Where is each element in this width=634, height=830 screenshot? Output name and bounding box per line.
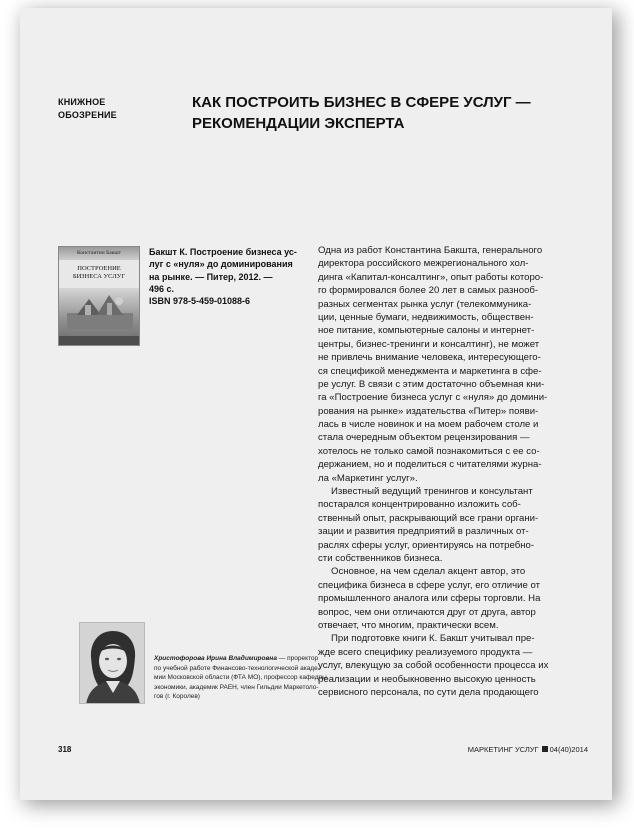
body-line: отвечает, что многим, практически всем.: [318, 619, 499, 631]
author-photo: [79, 622, 145, 704]
body-line: ции, ценные бумаги, недвижимость, обществен-: [318, 311, 534, 323]
section-label-line: КНИЖНОЕ: [58, 97, 106, 107]
author-info-line: мии Московской области (ФТА МО), профессор кафедры: [154, 674, 327, 682]
body-line: ла «Маркетинг услуг».: [318, 472, 418, 484]
body-line: сервисного персонала, по сути дела продающего: [318, 686, 539, 698]
body-line: рования на рынке» издательства «Питер» появи-: [318, 405, 539, 417]
author-role: — проректор: [276, 655, 319, 662]
body-line: директора российского межрегионального хол-: [318, 258, 529, 270]
body-line: вопрос, чем они отличаются друг от друга, автор: [318, 606, 536, 618]
cover-title: [59, 265, 139, 281]
body-line: зации и развития предприятий в различных от-: [318, 526, 529, 538]
cover-author: Константин Бакшт: [77, 250, 121, 256]
author-info-line: [154, 654, 319, 664]
author-portrait: [80, 623, 145, 704]
author-info-line: гов (г. Королев): [154, 693, 200, 701]
article-body: [318, 244, 590, 699]
body-line: Известный ведущий тренингов и консультант: [331, 486, 533, 498]
body-line: Одна из работ Константина Бакшта, генерального: [318, 245, 543, 256]
square-separator-icon: [542, 746, 548, 752]
body-line: ственный опыт, раскрывающий все грани органи-: [318, 512, 539, 524]
body-line: раслях сферы услуг, ориентируясь на потребно-: [318, 539, 535, 551]
cover-illustration: [67, 293, 133, 329]
body-line: промышленного аналога или сферы торговли. На: [318, 593, 541, 605]
book-info-line: 496 с.: [149, 283, 175, 294]
body-line: держанием, но и поделиться с читателями журна-: [318, 459, 542, 471]
body-line: стала очередным объектом рецензирования —: [318, 432, 530, 444]
book-info-line: Бакшт К. Построение бизнеса ус-: [149, 247, 297, 257]
body-line: га «Построение бизнеса услуг с «нуля» до домини-: [318, 392, 548, 404]
journal-issue: 04(40)2014: [549, 745, 588, 754]
body-line: реализации и необыкновенно высокую ценность: [318, 673, 536, 685]
page-number: 318: [58, 745, 72, 754]
body-line: специфика бизнеса в сфере услуг, его отличие от: [318, 579, 540, 591]
body-line: услуг, влекущую за собой особенности процесса их: [318, 660, 549, 672]
body-line: хотелось не только самой познакомиться с ее со-: [318, 445, 540, 457]
author-name: Христофорова Ирина Владимировна: [154, 655, 277, 662]
article-title-line: РЕКОМЕНДАЦИИ ЭКСПЕРТА: [192, 115, 405, 132]
body-line: ре услуг. В связи с этим достаточно объемная кни-: [318, 378, 545, 390]
body-line: Основное, на чем сделал акцент автор, это: [331, 566, 526, 578]
author-info-line: экономики, академик РАЕН, член Гильдии Маркетоло-: [154, 683, 319, 691]
cover-bottom-band: [59, 336, 139, 345]
author-info-line: по учебной работе Финансово-технологической акаде-: [154, 664, 320, 672]
article-title: [192, 92, 582, 134]
journal-footer: [468, 745, 588, 754]
cover-title-line: БИЗНЕСА УСЛУГ: [72, 273, 126, 280]
body-line: постарался концентрированно изложить соб-: [318, 499, 521, 511]
body-line: не привлечь внимание человека, интересующего-: [318, 352, 541, 364]
body-line: разных сегментах рынка услуг (телекоммуника-: [318, 298, 532, 310]
body-line: ся спецификой менеджмента и маркетинга в сфе-: [318, 365, 542, 377]
body-line: жде всего специфику реализуемого продукта —: [318, 646, 533, 658]
body-line: При подготовке книги К. Бакшт учитывал пре-: [331, 633, 535, 645]
body-line: го формировался более 20 лет в самых разнооб-: [318, 285, 539, 297]
book-cover-image: [58, 246, 140, 346]
article-title-line: КАК ПОСТРОИТЬ БИЗНЕС В СФЕРЕ УСЛУГ —: [192, 94, 531, 111]
book-info-line: ISBN 978-5-459-01088-6: [149, 296, 251, 307]
book-info: [149, 246, 309, 307]
journal-name: МАРКЕТИНГ УСЛУГ: [467, 745, 539, 754]
body-line: сти собственников бизнеса.: [318, 552, 443, 564]
body-line: динга «Капитал-консалтинг», опыт работы которо-: [318, 271, 544, 283]
section-label: [58, 96, 168, 122]
cover-title-line: ПОСТРОЕНИЕ: [77, 265, 121, 272]
book-info-line: на рынке. — Питер, 2012. —: [149, 271, 273, 282]
book-info-line: луг с «нуля» до доминирования: [149, 259, 293, 270]
author-info: [154, 654, 327, 702]
body-line: ное питание, компьютерные салоны и интернет-: [318, 325, 535, 337]
body-line: центры, бизнес-тренинги и консалтинг), не может: [318, 338, 540, 350]
body-line: лась в числе новинок и на моем рабочем столе и: [318, 419, 539, 431]
section-label-line: ОБОЗРЕНИЕ: [58, 110, 117, 120]
